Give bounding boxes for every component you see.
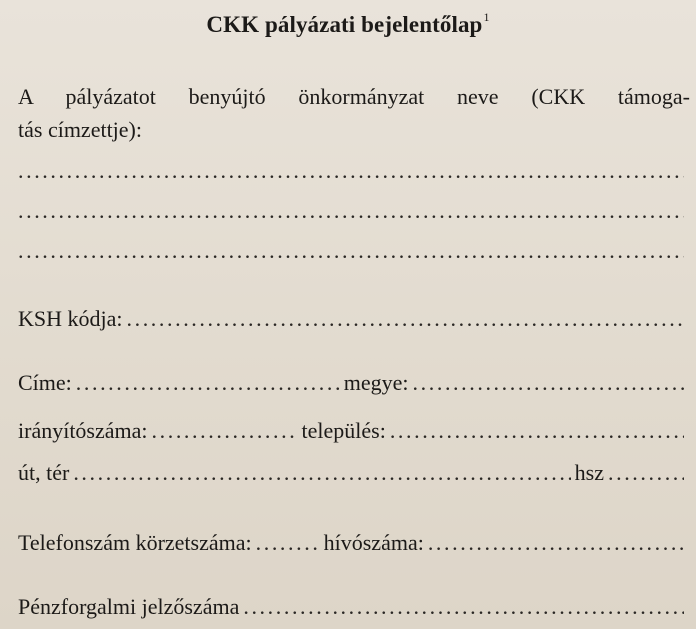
phone-number-label: hívószáma:: [323, 530, 424, 555]
postcode-label: irányítószáma:: [18, 418, 148, 443]
applicant-name-field-3[interactable]: [18, 238, 688, 264]
bank-label: Pénzforgalmi jelzőszáma: [18, 594, 240, 619]
footnote-ref: 1: [483, 10, 490, 24]
address-row: [18, 370, 688, 396]
lot-label: hsz: [574, 460, 604, 485]
dotted-line: [18, 198, 684, 224]
street-label: út, tér: [18, 460, 70, 485]
address-field[interactable]: [76, 370, 340, 396]
address-label: Címe:: [18, 370, 72, 395]
county-field[interactable]: [413, 370, 684, 396]
phone-row: [18, 530, 688, 556]
ksh-label: KSH kódja:: [18, 306, 123, 331]
bank-row: [18, 594, 688, 620]
applicant-label-line2: tás címzettje):: [18, 117, 142, 142]
phone-area-label: Telefonszám körzetszáma:: [18, 530, 252, 555]
ksh-code-field[interactable]: [127, 306, 685, 332]
phone-area-field[interactable]: [256, 530, 320, 556]
phone-number-field[interactable]: [428, 530, 684, 556]
form-title: [0, 12, 696, 38]
street-field[interactable]: [73, 460, 570, 486]
postcode-row: [18, 418, 688, 444]
dotted-line: [18, 158, 684, 184]
settlement-label: település:: [301, 418, 386, 443]
county-label: megye:: [343, 370, 409, 395]
ksh-code-row: [18, 306, 688, 332]
settlement-field[interactable]: [390, 418, 684, 444]
bank-account-field[interactable]: [243, 594, 684, 620]
applicant-name-field-2[interactable]: [18, 198, 688, 224]
street-row: [18, 460, 688, 486]
postcode-field[interactable]: [152, 418, 298, 444]
applicant-label-line1: A pályázatot benyújtó önkormányzat neve (CKK támoga-: [18, 84, 690, 109]
dotted-line: [18, 238, 684, 264]
form-title-text: CKK pályázati bejelentőlap: [206, 12, 483, 37]
applicant-label: [18, 80, 690, 146]
applicant-name-field-1[interactable]: [18, 158, 688, 184]
lot-field[interactable]: [608, 460, 684, 486]
